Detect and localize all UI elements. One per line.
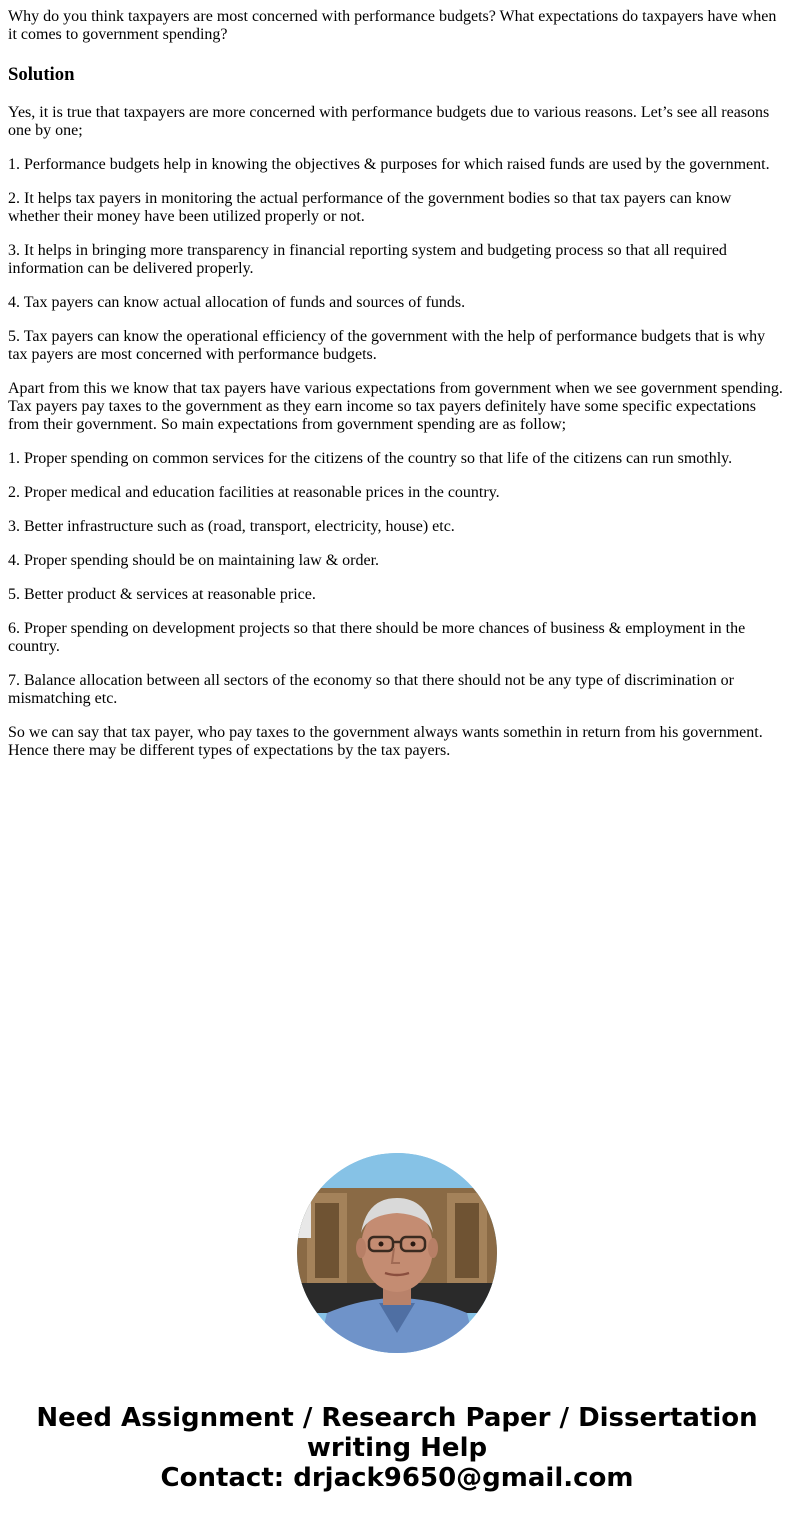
paragraph-expectations-intro: Apart from this we know that tax payers have various expectations from government when we see government spending. Tax payers pay taxes to the government as they earn income so tax payers definitely have some specific expectations from their government. So main expectations from government spending are as follow; <box>8 380 783 433</box>
promo-line-2: writing Help <box>306 1433 488 1463</box>
paragraph-expectation-2: 2. Proper medical and education facilities at reasonable prices in the country. <box>8 484 500 501</box>
paragraph-expectation-4: 4. Proper spending should be on maintaining law & order. <box>8 552 380 569</box>
paragraph-reason-5: 5. Tax payers can know the operational efficiency of the government with the help of performance budgets that is why tax payers are most concerned with performance budgets. <box>8 328 766 363</box>
promo-footer <box>0 1153 794 1493</box>
avatar-portrait-icon <box>297 1153 497 1353</box>
paragraph-intro: Yes, it is true that taxpayers are more concerned with performance budgets due to various reasons. Let’s see all reasons one by one; <box>8 104 770 139</box>
promo-contact-line: Contact: drjack9650@gmail.com <box>160 1463 634 1493</box>
solution-heading: Solution <box>8 64 75 85</box>
paragraph-expectation-7: 7. Balance allocation between all sectors of the economy so that there should not be any type of discrimination or mismatching etc. <box>8 672 735 707</box>
solution-paragraphs <box>8 104 786 760</box>
document-body <box>8 8 786 776</box>
paragraph-reason-2: 2. It helps tax payers in monitoring the actual performance of the government bodies so that tax payers can know whether their money have been utilized properly or not. <box>8 190 732 225</box>
question-text: Why do you think taxpayers are most concerned with performance budgets? What expectations do taxpayers have when it comes to government spending? <box>8 8 777 43</box>
paragraph-reason-1: 1. Performance budgets help in knowing the objectives & purposes for which raised funds are used by the government. <box>8 156 770 173</box>
promo-text <box>0 1403 794 1493</box>
promo-line-1: Need Assignment / Research Paper / Dissertation <box>36 1403 758 1433</box>
paragraph-expectation-6: 6. Proper spending on development projects so that there should be more chances of business & employment in the country. <box>8 620 746 655</box>
paragraph-conclusion: So we can say that tax payer, who pay taxes to the government always wants somethin in return from his government. Hence there may be different types of expectations by the tax payers. <box>8 724 763 759</box>
paragraph-expectation-3: 3. Better infrastructure such as (road, transport, electricity, house) etc. <box>8 518 455 535</box>
paragraph-reason-4: 4. Tax payers can know actual allocation of funds and sources of funds. <box>8 294 466 311</box>
paragraph-expectation-5: 5. Better product & services at reasonable price. <box>8 586 316 603</box>
paragraph-expectation-1: 1. Proper spending on common services for the citizens of the country so that life of the citizens can run smothly. <box>8 450 733 467</box>
avatar <box>297 1153 497 1353</box>
paragraph-reason-3: 3. It helps in bringing more transparency in financial reporting system and budgeting process so that all required information can be delivered properly. <box>8 242 727 277</box>
